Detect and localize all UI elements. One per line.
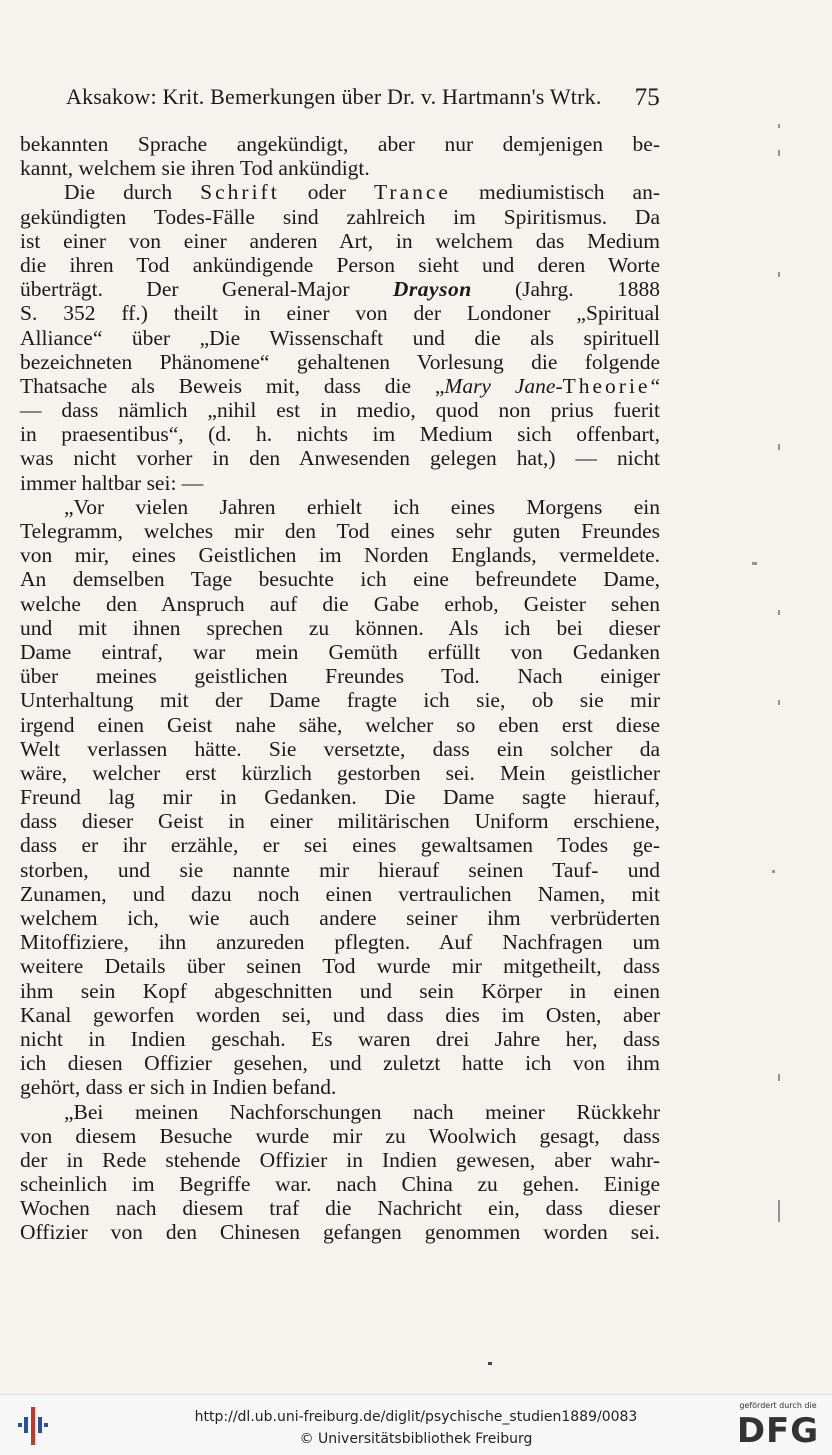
text-run: “: [650, 373, 661, 398]
text-line: von diesem Besuche wurde mir zu Woolwich gesagt, dass: [20, 1123, 660, 1148]
text-line: gehört, dass er sich in Indien befand.: [20, 1075, 337, 1100]
text-line: Mitoffiziere, ihn anzureden pflegten. Auf Nachfragen um: [20, 930, 660, 955]
text-run: mediumistisch an-: [450, 180, 660, 205]
text-line: Unterhaltung mit der Dame fragte ich sie, ob sie mir: [20, 688, 660, 713]
text-line: Kanal geworfen worden sei, und dass dies im Osten, aber: [20, 1002, 660, 1027]
text-line: gekündigten Todes-Fälle sind zahlreich im Spiritismus. Da: [20, 204, 660, 229]
text-line: über meines geistlichen Freundes Tod. Nach einiger: [20, 664, 660, 689]
body-text: [20, 132, 660, 1245]
text-line: welche den Anspruch auf die Gabe erhob, Geister sehen: [20, 591, 660, 616]
text-run: Thatsache als Beweis mit, dass die „: [20, 373, 445, 398]
text-line: ihm sein Kopf abgeschnitten und sein Körper in einen: [20, 978, 660, 1003]
text-line: welchem ich, wie auch andere seiner ihm verbrüderten: [20, 906, 660, 930]
text-line: kannt, welchem sie ihren Tod ankündigt.: [20, 156, 370, 181]
text-line: Zunamen, und dazu noch einen vertraulichen Namen, mit: [20, 881, 660, 906]
bold-name: Drayson: [392, 277, 472, 302]
text-run: (Jahrg. 1888: [471, 277, 660, 302]
dfg-caption: gefördert durch die: [739, 1401, 817, 1410]
text-run: -: [555, 373, 563, 398]
text-line: bekannten Sprache angekündigt, aber nur demjenigen be-: [20, 132, 660, 156]
source-url[interactable]: http://dl.ub.uni-freiburg.de/diglit/psychische_studien1889/0083: [194, 1409, 638, 1425]
text-line: und mit ihnen sprechen zu können. Als ich bei dieser: [20, 615, 660, 640]
text-line: S. 352 ff.) theilt in einer von der Londoner „Spiritual: [20, 301, 660, 326]
text-line: der in Rede stehende Offizier in Indien gewesen, aber wahr-: [20, 1147, 660, 1172]
text-run: oder: [279, 180, 375, 205]
text-line: Alliance“ über „Die Wissenschaft und die als spirituell: [20, 325, 660, 350]
dfg-logo-text: DFG: [736, 1411, 820, 1451]
text-line: Offizier von den Chinesen gefangen genommen worden sei.: [20, 1220, 660, 1245]
text-line: irgend einen Geist nahe sähe, welcher so eben erst diese: [20, 712, 660, 737]
running-header: [20, 84, 660, 112]
text-line: wäre, welcher erst kürzlich gestorben sei. Mein geistlicher: [20, 760, 660, 785]
text-line: „Vor vielen Jahren erhielt ich eines Morgens ein: [64, 494, 660, 519]
text-line: weitere Details über seinen Tod wurde mir mitgetheilt, dass: [20, 954, 660, 979]
text-line: ich diesen Offizier gesehen, und zuletzt hatte ich von ihm: [20, 1051, 660, 1076]
text-line: [20, 277, 660, 301]
text-line: ist einer von einer anderen Art, in welchem das Medium: [20, 228, 660, 253]
text-line: [20, 180, 660, 204]
text-line: dass er ihr erzähle, er sei eines gewaltsamen Todes ge-: [20, 833, 660, 858]
text-line: scheinlich im Begriffe war. nach China zu gehen. Einige: [20, 1172, 660, 1197]
spaced-emphasis: Theorie: [562, 373, 651, 398]
text-line: dass dieser Geist in einer militärischen Uniform erschiene,: [20, 809, 660, 834]
running-title: Aksakow: Krit. Bemerkungen über Dr. v. Hartmann's Wtrk.: [66, 84, 602, 109]
text-line: — dass nämlich „nihil est in medio, quod non prius fuerit: [20, 398, 660, 423]
text-line: Welt verlassen hätte. Sie versetzte, dass ein solcher da: [20, 736, 660, 761]
text-line: „Bei meinen Nachforschungen nach meiner Rückkehr: [64, 1099, 660, 1124]
text-line: immer haltbar sei: —: [20, 470, 204, 495]
text-run: überträgt. Der General-Major: [20, 277, 393, 302]
text-line: [20, 374, 660, 398]
text-line: Freund lag mir in Gedanken. Die Dame sagte hierauf,: [20, 785, 660, 810]
text-line: bezeichneten Phänomene“ gehaltenen Vorlesung die folgende: [20, 349, 660, 374]
spaced-emphasis: Trance: [374, 180, 451, 205]
copyright-notice: © Universitätsbibliothek Freiburg: [299, 1431, 533, 1447]
text-line: storben, und sie nannte mir hierauf seinen Tauf- und: [20, 857, 660, 882]
text-line: nicht in Indien geschah. Es waren drei Jahre her, dass: [20, 1026, 660, 1051]
text-line: Wochen nach diesem traf die Nachricht ein, dass dieser: [20, 1196, 660, 1221]
text-line: in praesentibus“, (d. h. nichts im Medium sich offenbart,: [20, 422, 660, 447]
text-line: die ihren Tod ankündigende Person sieht und deren Worte: [20, 252, 660, 277]
spaced-emphasis: Schrift: [200, 180, 280, 205]
page-number: 75: [634, 84, 660, 111]
text-line: An demselben Tage besuchte ich eine befreundete Dame,: [20, 567, 660, 592]
dfg-logo: [732, 1401, 824, 1449]
text-line: von mir, eines Geistlichen im Norden Englands, vermeldete.: [20, 543, 660, 568]
italic-phrase: Mary Jane: [444, 373, 556, 398]
text-line: Dame eintraf, war mein Gemüth erfüllt von Gedanken: [20, 639, 660, 664]
footer-bar: [0, 1394, 832, 1455]
text-run: Die durch: [64, 180, 201, 205]
text-line: was nicht vorher in den Anwesenden gelegen hat,) — nicht: [20, 446, 660, 471]
text-line: Telegramm, welches mir den Tod eines sehr guten Freundes: [20, 519, 660, 543]
